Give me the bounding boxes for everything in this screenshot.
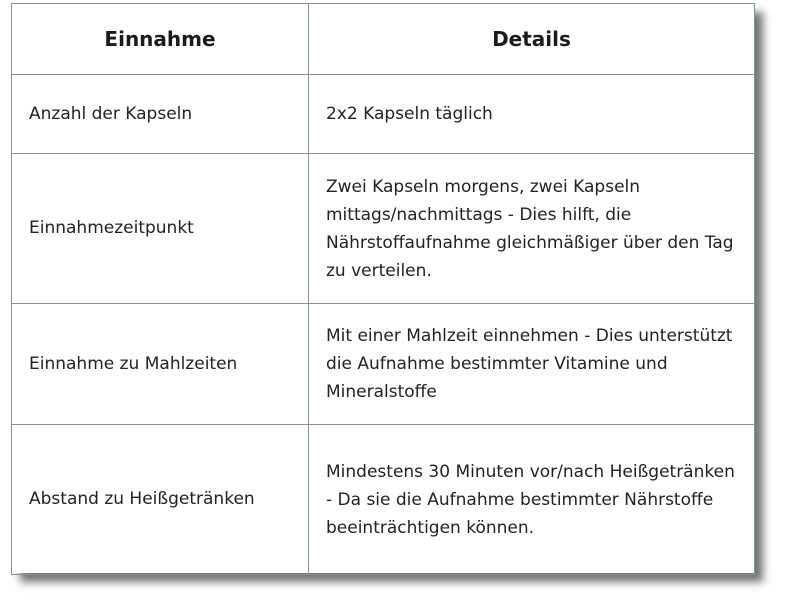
row-key: Anzahl der Kapseln [12, 75, 309, 154]
row-key: Einnahmezeitpunkt [12, 154, 309, 304]
row-value: 2x2 Kapseln täglich [309, 75, 755, 154]
table-row [12, 154, 755, 304]
table-row [12, 304, 755, 425]
row-value: Mit einer Mahlzeit einnehmen - Dies unterstützt die Aufnahme bestimmter Vitamine und Mineralstoffe [309, 304, 755, 425]
intake-table-container [11, 3, 754, 573]
table-row [12, 425, 755, 575]
row-value: Mindestens 30 Minuten vor/nach Heißgetränken - Da sie die Aufnahme bestimmter Nährstoffe beeinträchtigen können. [309, 425, 755, 575]
header-details: Details [309, 4, 755, 75]
table-row [12, 75, 755, 154]
row-value: Zwei Kapseln morgens, zwei Kapseln mittags/nachmittags - Dies hilft, die Nährstoffaufnahme gleichmäßiger über den Tag zu verteilen. [309, 154, 755, 304]
intake-table [11, 3, 755, 575]
row-key: Abstand zu Heißgetränken [12, 425, 309, 575]
header-einnahme: Einnahme [12, 4, 309, 75]
row-key: Einnahme zu Mahlzeiten [12, 304, 309, 425]
table-header-row [12, 4, 755, 75]
